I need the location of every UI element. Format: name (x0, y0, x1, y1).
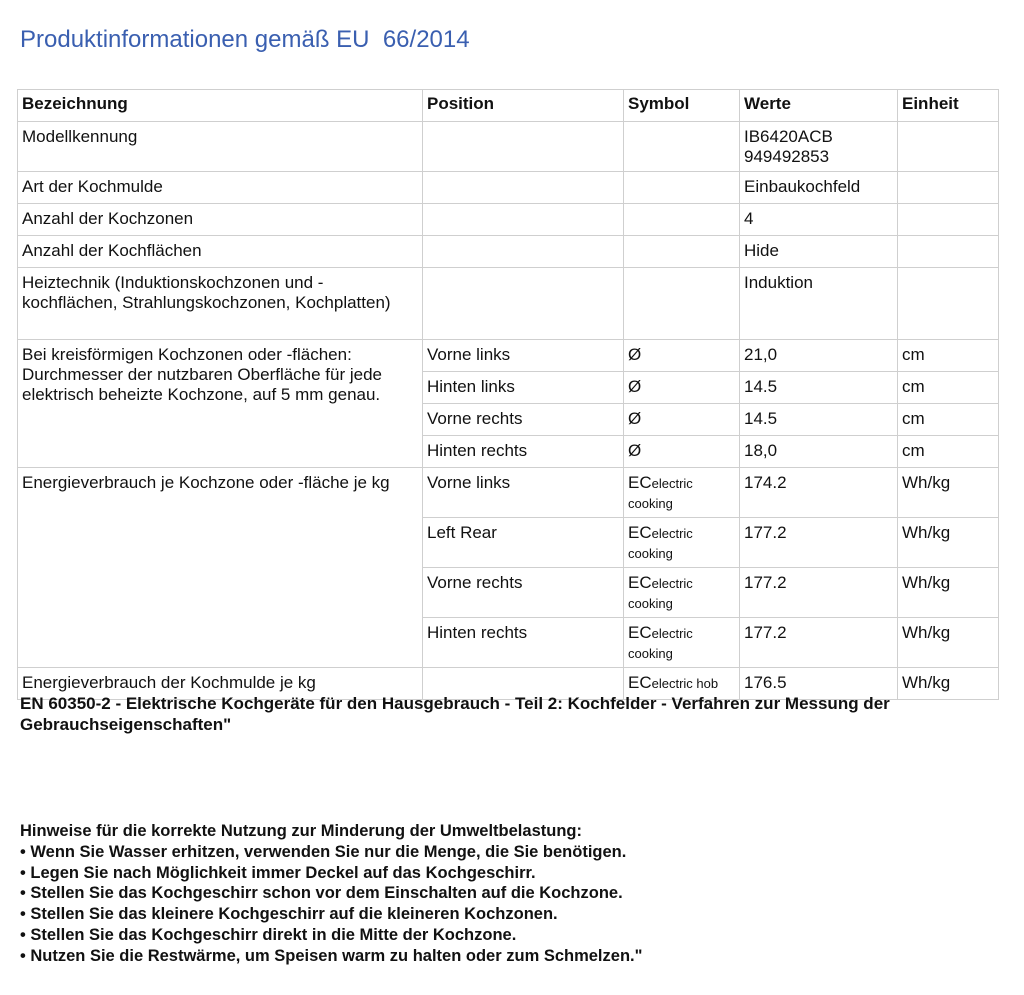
ec-subscript: electric hob (651, 676, 719, 691)
ec-symbol: EC (628, 673, 652, 692)
empty-cell (423, 268, 624, 340)
header-einheit: Einheit (898, 90, 999, 122)
diameter-value: 14.5 (740, 404, 898, 436)
standard-reference: EN 60350-2 - Elektrische Kochgeräte für den Hausgebrauch - Teil 2: Kochfelder - Verfahren zur Messung der Gebrauchseigenschaften" (20, 694, 890, 734)
empty-cell (423, 204, 624, 236)
energy-zone-position: Vorne rechts (423, 568, 624, 618)
table-row-zones-count (18, 204, 999, 236)
product-info-table (17, 89, 999, 700)
energy-zone-unit: Wh/kg (898, 568, 999, 618)
diameter-value: 14.5 (740, 372, 898, 404)
ec-subscript: cooking (628, 646, 673, 661)
empty-cell (624, 268, 740, 340)
diameter-value: 21,0 (740, 340, 898, 372)
empty-cell (423, 236, 624, 268)
empty-cell (423, 172, 624, 204)
diameter-position: Vorne rechts (423, 404, 624, 436)
empty-cell (624, 172, 740, 204)
model-id: IB6420ACB (744, 127, 833, 146)
energy-zone-symbol (624, 618, 740, 668)
energy-zone-symbol (624, 568, 740, 618)
energy-zone-unit: Wh/kg (898, 518, 999, 568)
table-row-heating (18, 268, 999, 340)
ec-subscript: electric (651, 626, 693, 641)
header-werte: Werte (740, 90, 898, 122)
diameter-position: Vorne links (423, 340, 624, 372)
ec-subscript: electric (651, 476, 693, 491)
empty-cell (898, 236, 999, 268)
tip-item: • Nutzen Sie die Restwärme, um Speisen warm zu halten oder zum Schmelzen." (20, 946, 643, 965)
diameter-symbol: Ø (624, 436, 740, 468)
energy-zone-label: Energieverbrauch je Kochzone oder -fläche je kg (18, 468, 423, 668)
energy-zone-value: 177.2 (740, 618, 898, 668)
areas-count-value: Hide (740, 236, 898, 268)
hob-type-value: Einbaukochfeld (740, 172, 898, 204)
diameter-position: Hinten links (423, 372, 624, 404)
diameter-unit: cm (898, 436, 999, 468)
heating-label: Heiztechnik (Induktionskochzonen und -kochflächen, Strahlungskochzonen, Kochplatten) (18, 268, 423, 340)
diameter-unit: cm (898, 404, 999, 436)
page-title: Produktinformationen gemäß EU 66/2014 (20, 26, 470, 53)
ec-symbol: EC (628, 523, 652, 542)
diameter-value: 18,0 (740, 436, 898, 468)
ec-subscript: cooking (628, 596, 673, 611)
ec-symbol: EC (628, 573, 652, 592)
heating-value: Induktion (740, 268, 898, 340)
energy-zone-position: Hinten rechts (423, 618, 624, 668)
table-row-hob-type (18, 172, 999, 204)
empty-cell (423, 122, 624, 172)
empty-cell (898, 122, 999, 172)
energy-zone-position: Left Rear (423, 518, 624, 568)
table-row-model (18, 122, 999, 172)
table-row-diameter (18, 340, 999, 372)
tip-item: • Stellen Sie das Kochgeschirr direkt in die Mitte der Kochzone. (20, 925, 517, 944)
header-bezeichnung: Bezeichnung (18, 90, 423, 122)
tip-item: • Stellen Sie das kleinere Kochgeschirr auf die kleineren Kochzonen. (20, 905, 558, 924)
energy-zone-value: 177.2 (740, 568, 898, 618)
model-label: Modellkennung (18, 122, 423, 172)
diameter-position: Hinten rechts (423, 436, 624, 468)
model-number: 949492853 (744, 147, 830, 166)
table-row-energy-zone (18, 468, 999, 518)
diameter-symbol: Ø (624, 404, 740, 436)
areas-count-label: Anzahl der Kochflächen (18, 236, 423, 268)
header-symbol: Symbol (624, 90, 740, 122)
energy-zone-value: 177.2 (740, 518, 898, 568)
empty-cell (898, 204, 999, 236)
table-header-row (18, 90, 999, 122)
energy-hob-label: Energieverbrauch der Kochmulde je kg (18, 668, 423, 700)
diameter-unit: cm (898, 340, 999, 372)
ec-subscript: cooking (628, 496, 673, 511)
zones-count-label: Anzahl der Kochzonen (18, 204, 423, 236)
energy-zone-position: Vorne links (423, 468, 624, 518)
hob-type-label: Art der Kochmulde (18, 172, 423, 204)
energy-zone-symbol (624, 518, 740, 568)
energy-zone-unit: Wh/kg (898, 468, 999, 518)
empty-cell (898, 172, 999, 204)
usage-tips (20, 821, 1005, 967)
energy-zone-symbol (624, 468, 740, 518)
diameter-symbol: Ø (624, 340, 740, 372)
ec-subscript: cooking (628, 546, 673, 561)
empty-cell (624, 204, 740, 236)
diameter-label: Bei kreisförmigen Kochzonen oder -flächen: Durchmesser der nutzbaren Oberfläche für jede elektrisch beheizte Kochzone, auf 5 mm genau. (18, 340, 423, 468)
model-value (740, 122, 898, 172)
diameter-symbol: Ø (624, 372, 740, 404)
empty-cell (898, 268, 999, 340)
tip-item: • Wenn Sie Wasser erhitzen, verwenden Sie nur die Menge, die Sie benötigen. (20, 842, 627, 861)
ec-symbol: EC (628, 623, 652, 642)
table-row-areas-count (18, 236, 999, 268)
ec-symbol: EC (628, 473, 652, 492)
empty-cell (624, 236, 740, 268)
diameter-unit: cm (898, 372, 999, 404)
tip-item: • Stellen Sie das Kochgeschirr schon vor dem Einschalten auf die Kochzone. (20, 884, 623, 903)
header-position: Position (423, 90, 624, 122)
ec-subscript: electric (651, 576, 693, 591)
energy-hob-value: 176.5 (740, 668, 898, 700)
tip-item: • Legen Sie nach Möglichkeit immer Deckel auf das Kochgeschirr. (20, 863, 536, 882)
energy-zone-unit: Wh/kg (898, 618, 999, 668)
zones-count-value: 4 (740, 204, 898, 236)
energy-zone-value: 174.2 (740, 468, 898, 518)
energy-hob-unit: Wh/kg (898, 668, 999, 700)
ec-subscript: electric (651, 526, 693, 541)
tips-heading: Hinweise für die korrekte Nutzung zur Minderung der Umweltbelastung: (20, 822, 582, 840)
empty-cell (624, 122, 740, 172)
